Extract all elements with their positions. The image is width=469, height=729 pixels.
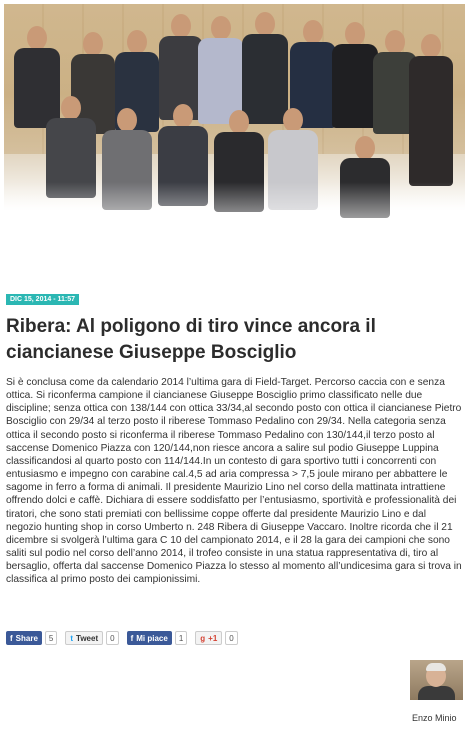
google-plus-count: 0 <box>225 631 237 645</box>
facebook-share-label: Share <box>15 633 38 643</box>
facebook-share-count: 5 <box>45 631 57 645</box>
facebook-like-label: Mi piace <box>136 633 168 643</box>
facebook-share-button[interactable] <box>6 631 42 645</box>
facebook-icon: f <box>10 633 13 643</box>
author-name[interactable]: Enzo Minio <box>412 713 457 723</box>
post-body: Si è conclusa come da calendario 2014 l’ultima gara di Field-Target. Percorso caccia con e senza ottica. Si riconferma campione il ciancianese Giuseppe Bosciglio primo classificato nelle due discipline; senza ottica con 138/144 con ottica 33/34,al secondo posto con ottica il ciancianese Pietro Bosciglio con 29/34 al terzo posto il riberese Tommaso Pedalino con 29/34. Nella categoria senza ottica il secondo posto si riconferma il riberese Tommaso Pedalino con 130/144,il terzo posto al saccense Domenico Piazza con 120/144,non riesce ancora a salire sul podio Giuseppe Luppina classificandosi al quarto posto con 114/144.In un contesto di gara sportivo tutti i concorrenti con entusiasmo e impegno con carabine cal.4,5 ad aria compressa > 7,5 joule mirano per abbattere le sagome in ferro a forma di animali. Il presidente Maurizio Lino nel corso della mattinata intrattiene offrendo dolci e caffè. Dichiara di essere soddisfatto per l’entusiasmo, sportività e professionalità dei tiratori, che sono stati premiati con bellissime coppe offerte dal presidente Maurizio Lino e dal negozio hunting shop in corso Umberto n. 248 Ribera di Giuseppe Vaccaro. Inoltre ricorda che il 21 dicembre si svolgerà l’ultima gara C 10 del campionato 2014, e il 28 la gara dei campioni che sono saliti sul podio nel corso dell’anno 2014, il trofeo consiste in una statua rappresentativa di, tiro al bersaglio, offerta dal saccense Domenico Piazza lo stesso al momento all’undicesima gara si trova in classifica al primo posto dei campionissimi. <box>6 377 462 586</box>
twitter-tweet-count: 0 <box>106 631 118 645</box>
facebook-icon: f <box>130 633 134 643</box>
google-plus-label: +1 <box>208 633 218 643</box>
google-plus-icon: g <box>200 633 206 643</box>
twitter-icon: t <box>70 633 74 643</box>
facebook-like-count: 1 <box>175 631 187 645</box>
post-title[interactable]: Ribera: Al poligono di tiro vince ancora il ciancianese Giuseppe Bosciglio <box>6 316 376 363</box>
facebook-like-button[interactable] <box>127 631 172 645</box>
twitter-tweet-button[interactable] <box>65 631 103 645</box>
social-share-bar <box>6 631 238 645</box>
google-plus-button[interactable] <box>195 631 222 645</box>
post-date-badge: DIC 15, 2014 - 11:57 <box>6 294 79 305</box>
twitter-tweet-label: Tweet <box>76 633 99 643</box>
article-photo <box>4 4 465 262</box>
author-avatar[interactable] <box>410 660 463 700</box>
photo-fade <box>4 182 465 262</box>
